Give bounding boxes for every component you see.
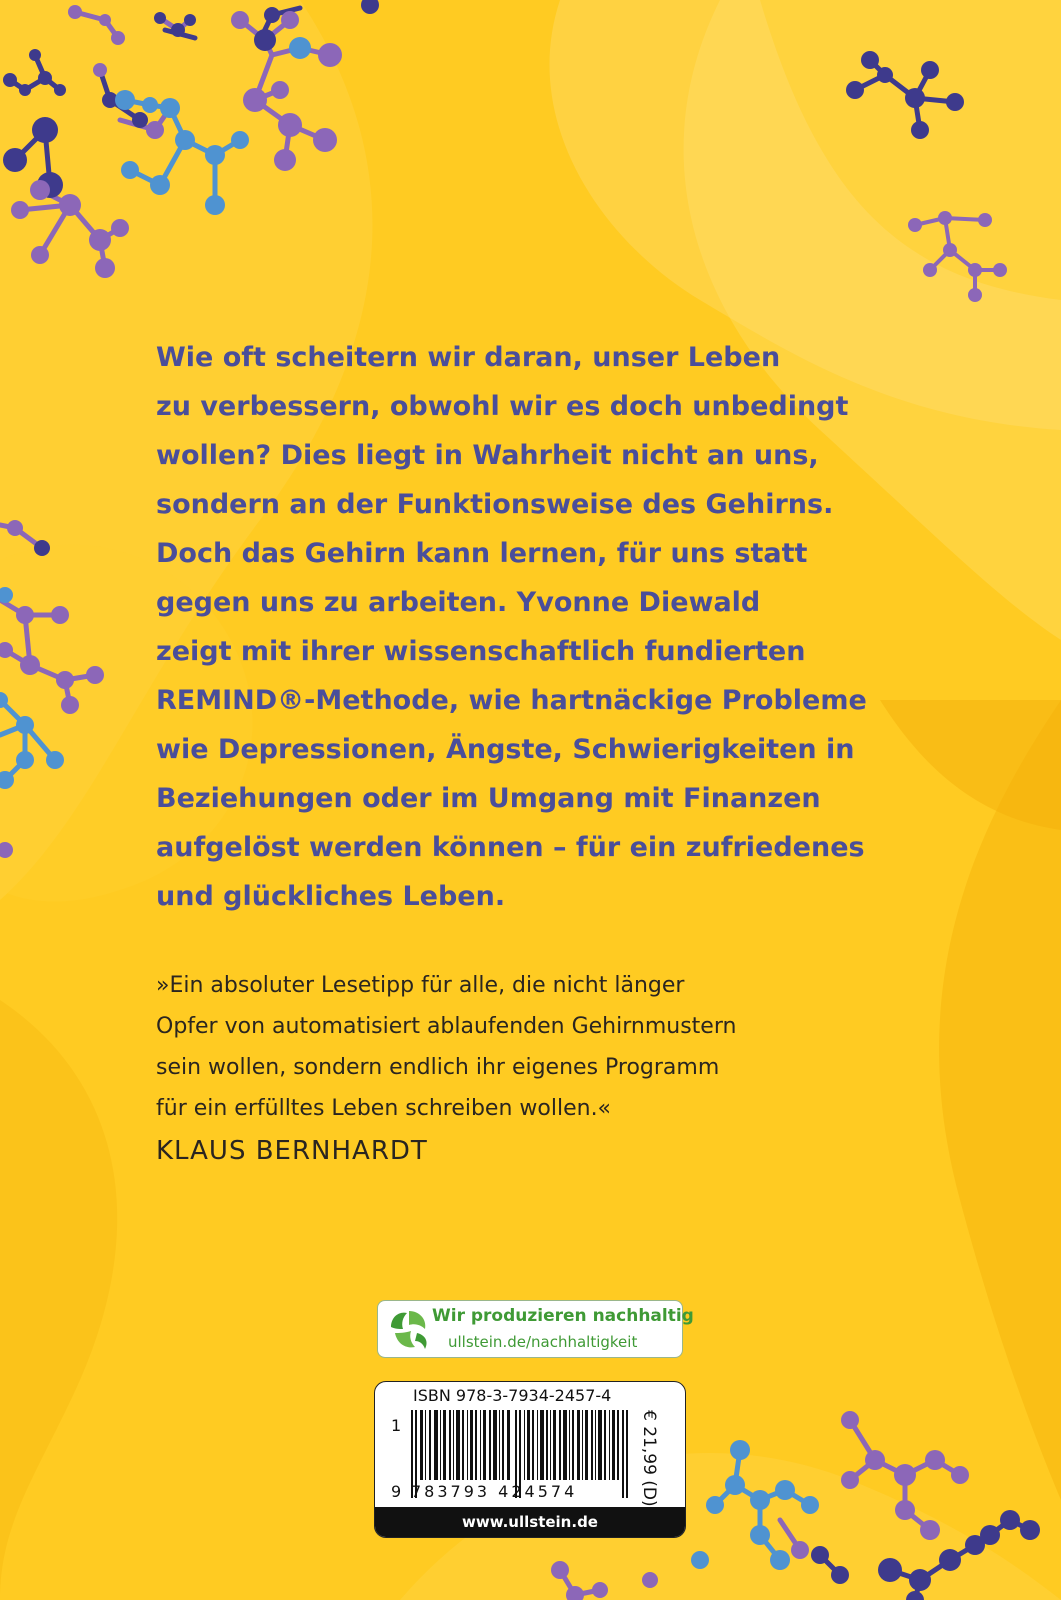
barcode-box	[374, 1381, 686, 1538]
blurb-line: wollen? Dies liegt in Wahrheit nicht an uns,	[156, 440, 819, 471]
blurb-line: sondern an der Funktionsweise des Gehirns.	[156, 489, 834, 520]
recycle-leaves-icon	[385, 1307, 433, 1353]
blurb-line: zu verbessern, obwohl wir es doch unbedingt	[156, 391, 849, 422]
barcode-digits: 783793 424574	[411, 1482, 578, 1501]
quote-line: »Ein absoluter Lesetipp für alle, die nicht länger	[156, 973, 685, 998]
quote-line: Opfer von automatisiert ablaufenden Gehirnmustern	[156, 1014, 737, 1039]
price-container	[637, 1410, 667, 1507]
blurb-line: Doch das Gehirn kann lernen, für uns statt	[156, 538, 808, 569]
blurb-line: Wie oft scheitern wir daran, unser Leben	[156, 342, 781, 373]
isbn-label: ISBN 978-3-7934-2457-4	[413, 1386, 612, 1405]
blurb-line: zeigt mit ihrer wissenschaftlich fundierten	[156, 636, 806, 667]
price-label: € 21,99 (D)	[639, 1410, 659, 1507]
quote-line: sein wollen, sondern endlich ihr eigenes Programm	[156, 1055, 720, 1080]
blurb-line: wie Depressionen, Ängste, Schwierigkeiten in	[156, 734, 855, 765]
testimonial-quote	[156, 965, 1016, 1172]
blurb-line: Beziehungen oder im Umgang mit Finanzen	[156, 783, 821, 814]
sustainability-url: ullstein.de/nachhaltigkeit	[448, 1333, 638, 1351]
quote-author: KLAUS BERNHARDT	[156, 1136, 428, 1166]
sustainability-title: Wir produzieren nachhaltig	[432, 1306, 694, 1326]
quote-line: für ein erfülltes Leben schreiben wollen.«	[156, 1096, 612, 1121]
blurb-line: REMIND®-Methode, wie hartnäckige Probleme	[156, 685, 867, 716]
blurb-line: und glückliches Leben.	[156, 881, 506, 912]
barcode-addon-digit: 1	[391, 1416, 402, 1435]
sustainability-badge	[377, 1300, 694, 1358]
blurb-text	[156, 333, 1036, 921]
blurb-line: gegen uns zu arbeiten. Yvonne Diewald	[156, 587, 761, 618]
blurb-line: aufgelöst werden können – für ein zufriedenes	[156, 832, 865, 863]
publisher-website: www.ullstein.de	[375, 1507, 685, 1537]
barcode-first-digit: 9	[391, 1482, 402, 1501]
